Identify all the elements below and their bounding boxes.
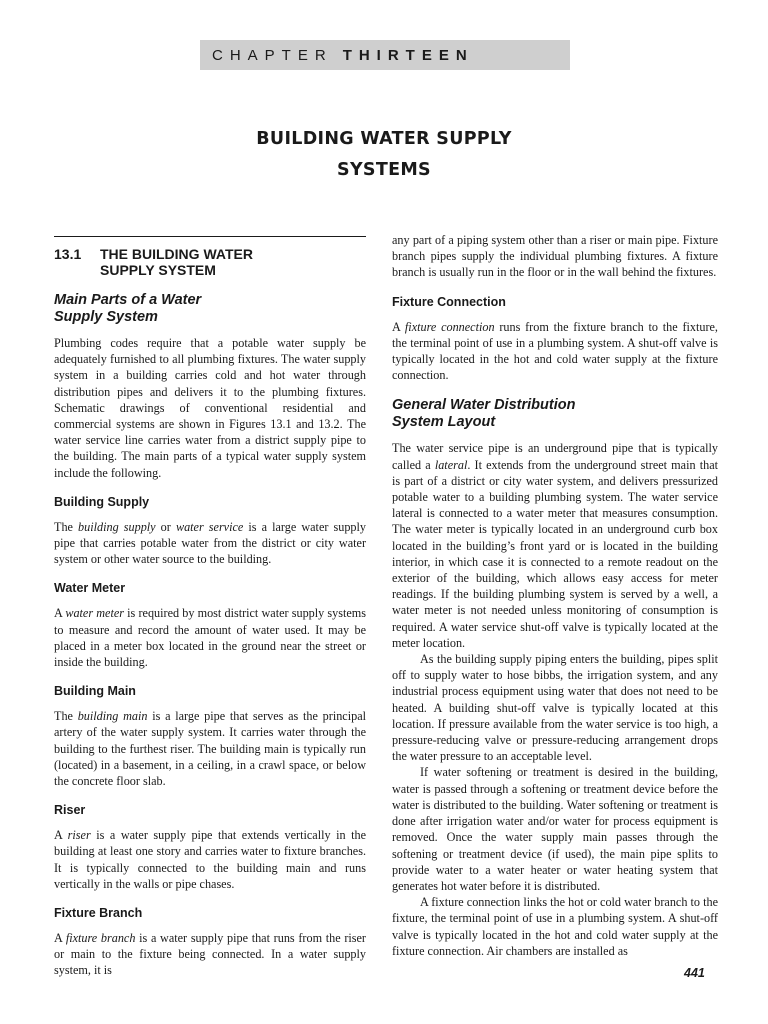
heading-water-meter: Water Meter [54,581,126,596]
chapter-banner [200,40,570,70]
paragraph-water-meter: A water meter is required by most district water supply systems to measure and record the amount of water used. It may be placed in a meter box located in the ground near the street or inside the building. [54,606,367,670]
heading-fixture-connection: Fixture Connection [392,294,506,309]
heading-building-main: Building Main [54,684,136,699]
chapter-title [0,124,768,186]
section-title-line1: THE BUILDING WATER [100,246,253,262]
heading-building-supply: Building Supply [54,494,150,509]
subsection-heading-distribution-layout: General Water Distribution System Layout [392,397,576,430]
section-number: 13.1 [54,246,82,262]
section-heading [54,246,366,278]
paragraph-fixture-connection-link: A fixture connection links the hot or cold water branch to the fixture, the terminal point of use in a plumbing system. A shut-off valve is typically located in the hot and cold water supply at the fixture connection. Air chambers are installed as [392,895,718,958]
paragraph-building-supply: The building supply or water service is a large water supply pipe that carries potable water from the district or city water system or other water source to the building. [54,519,367,567]
chapter-number: THIRTEEN [342,46,474,64]
subsection-heading-main-parts: Main Parts of a Water Supply System [54,292,202,325]
paragraph-building-main: The building main is a large pipe that serves as the principal artery of the water supply system. It carries water through the building to the furthest riser. The building main is typically run (located) in a basement, in a ceiling, in a crawl space, or below the concrete floor slab. [54,709,366,789]
section-title-line2: SUPPLY SYSTEM [100,262,216,278]
heading-riser: Riser [54,803,86,818]
chapter-title-line2: SYSTEMS [337,160,431,180]
paragraph-continuation: any part of a piping system other than a riser or main pipe. Fixture branch pipes supply the individual plumbing fixtures. A fixture branch is usually run in the floor or in the wall behind the fixtures. [392,233,718,280]
paragraph-lateral: The water service pipe is an underground pipe that is typically called a lateral. It extends from the underground street main that is part of a district or city water system, and delivers pressurized potable water to a building plumbing system. The water service lateral is connected to a water meter that measures consumption. The water meter is typically located in an underground curb box located in the building’s front yard or is located in the building interior, in which case it is connected to a remote readout on the exterior of the building, which allows easy access for meter readings. If the building plumbing system is served by a well, a water meter is not needed unless monitoring of consumption is required. A water service shut-off valve is typically located at the meter location. [392,441,718,650]
paragraph-building-supply-piping: As the building supply piping enters the building, pipes split off to supply water to hose bibbs, the irrigation system, and any industrial process equipment using water that does not need to be heated. A building shut-off valve is typically located at this location. If pressure available from the water service is too high, a pressure-reducing valve or pressure-reducing arrangement drops the water pressure to an acceptable level. [392,652,718,764]
paragraph-fixture-branch: A fixture branch is a water supply pipe that runs from the riser or main to the fixture being connected. In a water supply system, it is [54,931,366,978]
chapter-title-line1: BUILDING WATER SUPPLY [256,129,512,149]
heading-fixture-branch: Fixture Branch [54,906,143,921]
section-rule [54,236,366,237]
chapter-label: CHAPTER [212,46,333,64]
intro-paragraph: Plumbing codes require that a potable water supply be adequately furnished to all plumbing fixtures. The water supply system in a building carries cold and hot water through distribution pipes and delivers it to the plumbing fixtures. Schematic drawings of conventional residential and commercial systems are shown in Figures 13.1 and 13.2. The water service line carries water from a district supply pipe to the building. The main parts of a typical water supply system include the following. [54,336,366,480]
paragraph-fixture-connection: A fixture connection runs from the fixture branch to the fixture, the terminal point of use in a plumbing system. A shut-off valve is typically located in the hot and cold water supply at the fixture connection. [392,319,718,383]
paragraph-riser: A riser is a water supply pipe that extends vertically in the building at least one story and carries water to fixture branches. It is typically connected to the building main and runs vertically in the walls or pipe chases. [54,828,366,891]
right-column [392,232,718,959]
left-column [54,230,366,979]
page-number: 441 [684,966,705,980]
paragraph-water-softening: If water softening or treatment is desired in the building, water is passed through a softening or treatment device before the water is distributed to the building. Water softening or treatment is done after irrigation water and/or water for process equipment is removed. Once the water supply main passes through the softening or treatment device (if used), the main pipe splits to provide water to a water heater or water heating system that generates hot water before it is distributed. [392,765,718,893]
